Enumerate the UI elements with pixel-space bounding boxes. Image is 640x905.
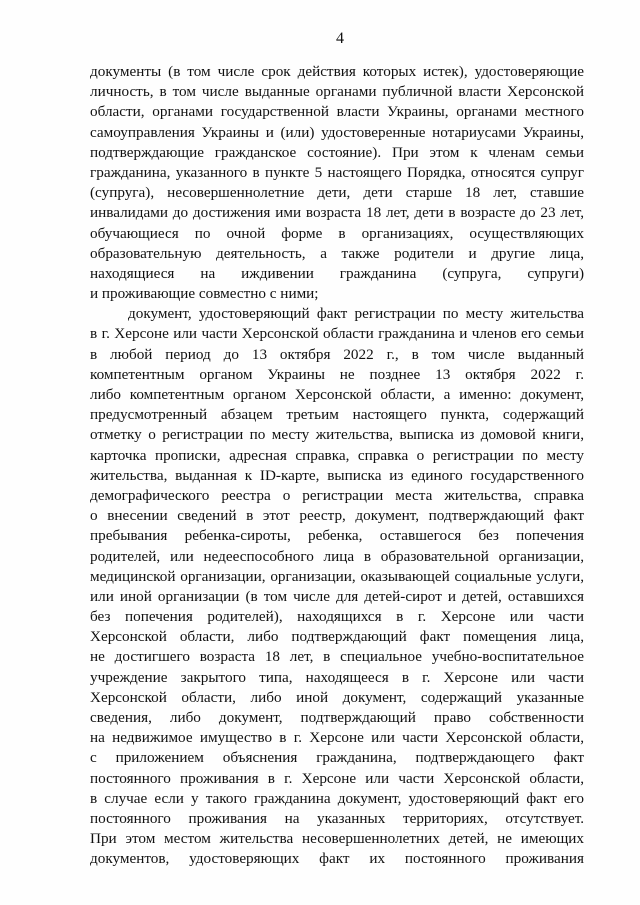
text-line: инвалидами до достижения ими возраста 18 лет, дети в возрасте до 23 лет, (90, 204, 584, 222)
text-line: образовательную деятельность, а также родители и другие лица, (90, 244, 584, 262)
text-line: без попечения родителей), находящихся в г. Херсоне или части (90, 608, 584, 626)
text-line: документов, удостоверяющих факт их постоянного проживания (90, 850, 584, 868)
text-line: личность, в том числе выданные органами публичной власти Херсонской (90, 83, 584, 101)
text-line: не достигшего возраста 18 лет, в специальное учебно-воспитательное (90, 648, 584, 666)
text-line: медицинской организации, организации, оказывающей социальные услуги, (90, 567, 584, 585)
text-line: гражданина, указанного в пункте 5 настоящего Порядка, относятся супруг (90, 163, 584, 181)
text-line: пребывания ребенка-сироты, ребенка, оставшегося без попечения (90, 527, 584, 545)
text-line: на недвижимое имущество в г. Херсоне или части Херсонской области, (90, 729, 584, 747)
text-line: самоуправления Украины и (или) удостоверенные нотариусами Украины, (90, 123, 584, 141)
text-line: Херсонской области, либо подтверждающий факт помещения лица, (90, 628, 584, 646)
text-line: с приложением объяснения гражданина, подтверждающего факт (90, 749, 584, 767)
text-line: документы (в том числе срок действия которых истек), удостоверяющие (90, 63, 584, 80)
text-line: или иной организации (в том числе для детей-сирот и детей, оставшихся (90, 587, 584, 605)
text-line: карточка прописки, адресная справка, справка о регистрации по месту (90, 446, 584, 464)
document-body (90, 62, 584, 870)
text-line: (супруга), несовершеннолетние дети, дети старше 18 лет, ставшие (90, 184, 584, 202)
text-line: либо компетентным органом Херсонской области, а именно: документ, (90, 386, 584, 403)
text-line: подтверждающие гражданское состояние). При этом к членам семьи (90, 143, 584, 161)
text-line: обучающиеся по очной форме в организациях, осуществляющих (90, 224, 584, 242)
text-line: и проживающие совместно с ними; (90, 285, 319, 303)
text-line: жительства, выданная к ID-карте, выписка из единого государственного (90, 466, 584, 484)
text-line: находящиеся на иждивении гражданина (супруга, супруги) (90, 264, 584, 282)
text-line: о внесении сведений в этот реестр, документ, подтверждающий факт (90, 507, 584, 525)
text-line: в г. Херсоне или части Херсонской области гражданина и членов его семьи (90, 325, 584, 343)
text-line: постоянного проживания в г. Херсоне или части Херсонской области, (90, 769, 584, 787)
text-line: отметку о регистрации по месту жительства, выписка из домовой книги, (90, 426, 584, 444)
text-line: родителей, или недееспособного лица в образовательной организации, (90, 547, 584, 565)
text-line: компетентным органом Украины не позднее 13 октября 2022 г. (90, 365, 584, 383)
text-line: сведения, либо документ, подтверждающий право собственности (90, 709, 584, 726)
text-line: в любой период до 13 октября 2022 г., в том числе выданный (90, 345, 584, 363)
text-line: области, органами государственной власти Украины, органами местного (90, 103, 584, 121)
text-line: Херсонской области, либо иной документ, содержащий указанные (90, 688, 584, 706)
text-line: в случае если у такого гражданина документ, удостоверяющий факт его (90, 789, 584, 807)
text-line: предусмотренный абзацем третьим настоящего пункта, содержащий (90, 406, 584, 424)
text-line: При этом местом жительства несовершеннолетних детей, не имеющих (90, 830, 584, 848)
text-line: постоянного проживания на указанных территориях, отсутствует. (90, 809, 584, 827)
text-line: демографического реестра о регистрации места жительства, справка (90, 486, 584, 504)
text-line: учреждение закрытого типа, находящееся в г. Херсоне или части (90, 668, 584, 686)
page-number: 4 (336, 30, 344, 47)
text-line: документ, удостоверяющий факт регистрации по месту жительства (128, 305, 584, 323)
